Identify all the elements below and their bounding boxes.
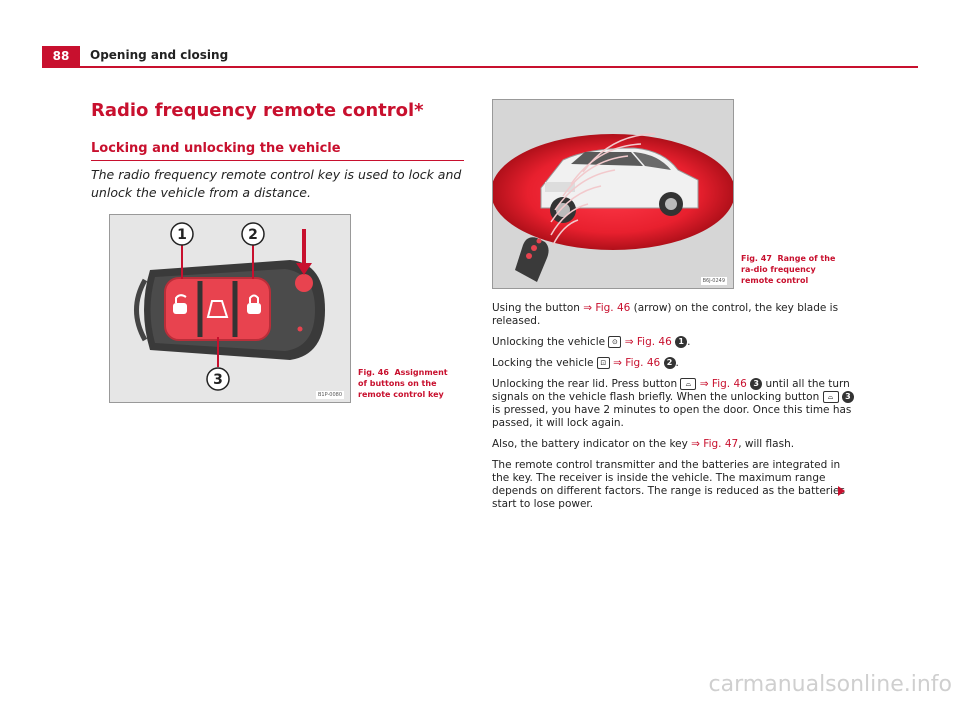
trunk-key-icon: ⌓ [680,378,696,390]
figure-47 [492,99,734,289]
figure-link[interactable]: ⇒ Fig. 46 [613,357,661,369]
caption-label: Fig. 47 [741,254,772,263]
svg-text:1: 1 [177,227,187,243]
page-number: 88 [42,46,80,66]
figure-46 [109,214,351,403]
unlock-key-icon: ⊙ [608,336,621,348]
figure-47-caption [741,253,841,286]
figure-46-caption [358,367,458,400]
callout-3 [207,368,229,390]
paragraph-lock: Locking the vehicle ⊡ ⇒ Fig. 46 2 . [492,357,679,369]
chapter-title: Opening and closing [90,48,229,62]
intro-text: The radio frequency remote control key is used to lock and unlock the vehicle from a distance. [91,167,462,200]
callout-2 [242,223,264,245]
range-illustration [493,100,733,288]
callout-badge: 1 [675,336,687,348]
lock-key-icon: ⊡ [597,357,610,369]
main-title: Radio frequency remote control* [91,100,424,121]
callout-badge: 3 [750,378,762,390]
body-text [492,302,858,519]
callout-badge: 2 [664,357,676,369]
figure-link[interactable]: ⇒ Fig. 46 [583,302,631,314]
paragraph-battery-indicator: Also, the battery indicator on the key ⇒ Fig. 47, will flash. [492,438,795,450]
callout-1 [171,223,193,245]
trunk-key-icon: ⌓ [823,391,839,403]
svg-text:3: 3 [213,372,223,388]
figure-code: B1P-0080 [317,392,342,398]
caption-text: Assignment of buttons on the remote control key [358,368,448,399]
paragraph-unlock: Unlocking the vehicle ⊙ ⇒ Fig. 46 1 . [492,336,691,348]
paragraph-range: The remote control transmitter and the batteries are integrated in the key. The receiver is inside the vehicle. The maximum range depends on different factors. The range is reduced as the batteries start to lose power. [492,459,845,510]
battery-indicator [298,327,303,332]
callout-badge: 3 [842,391,854,403]
paragraph-key-release: Using the button ⇒ Fig. 46 (arrow) on the control, the key blade is released. [492,302,839,327]
caption-label: Fig. 46 [358,368,389,377]
page-header [42,46,918,68]
figure-link[interactable]: ⇒ Fig. 46 [624,336,672,348]
watermark: carmanualsonline.info [708,672,952,697]
section-title: Locking and unlocking the vehicle [91,141,464,161]
caption-text: Range of the ra-dio frequency remote control [741,254,836,285]
key-illustration [110,215,350,402]
figure-link[interactable]: ⇒ Fig. 47 [691,438,739,450]
key-release-button [295,274,313,292]
figure-code: B6J-0249 [702,278,725,284]
svg-text:2: 2 [248,227,258,243]
figure-link[interactable]: ⇒ Fig. 46 [699,378,747,390]
continue-arrow-icon [838,486,845,496]
paragraph-rear-lid: Unlocking the rear lid. Press button ⌓ ⇒ Fig. 46 3 until all the turn signals on the vehicle flash briefly. When the unlocking button ⌓ 3 is pressed, you have 2 minutes to open the door. Once this time has passed, it will lock again. [492,378,858,430]
